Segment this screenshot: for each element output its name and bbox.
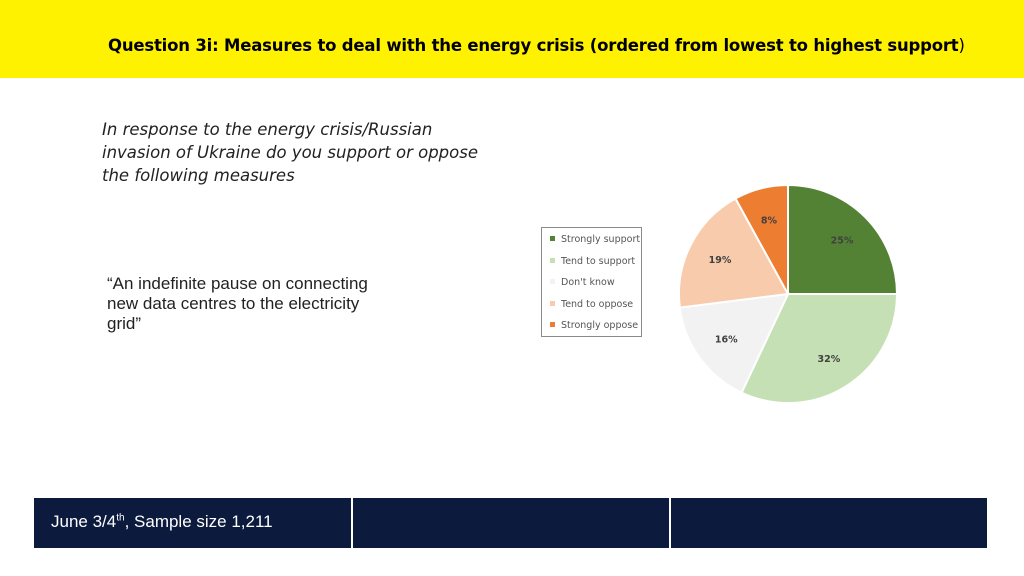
legend-item-tend-to-oppose — [550, 299, 633, 313]
chart-legend — [541, 227, 642, 337]
data-label: 8% — [760, 215, 778, 227]
survey-question: In response to the energy crisis/Russian invasion of Ukraine do you support or oppose the following measures — [102, 120, 478, 185]
date-text: June 3/4 — [51, 512, 117, 531]
data-label: 19% — [708, 254, 732, 266]
legend-item-strongly-support — [550, 234, 640, 248]
legend-label: Strongly oppose — [561, 320, 639, 331]
footer-panel-middle — [353, 498, 669, 548]
legend-item-strongly-oppose — [550, 320, 638, 334]
legend-swatch — [550, 322, 555, 327]
data-label: 25% — [830, 235, 854, 247]
legend-swatch — [550, 279, 555, 284]
page-title-text: Question 3i: Measures to deal with the energy crisis (ordered from lowest to highest support — [108, 36, 959, 55]
legend-label: Tend to oppose — [561, 299, 634, 310]
legend-swatch — [550, 258, 555, 263]
title-banner — [0, 0, 1024, 78]
legend-swatch — [550, 236, 555, 241]
legend-item-dont-know — [550, 277, 615, 291]
footer-panel-left — [34, 498, 351, 548]
footer-panel-right — [671, 498, 987, 548]
page-title — [108, 36, 965, 55]
data-label: 32% — [817, 353, 841, 365]
sample-size-text: , Sample size 1,211 — [124, 512, 273, 531]
legend-swatch — [550, 301, 555, 306]
legend-label: Don't know — [561, 277, 615, 288]
data-label: 16% — [714, 334, 738, 346]
measure-statement: “An indefinite pause on connecting new data centres to the electricity grid” — [107, 274, 368, 333]
pie-chart — [660, 170, 920, 420]
date-suffix: th — [116, 512, 125, 524]
legend-label: Tend to support — [561, 256, 636, 267]
legend-item-tend-to-support — [550, 256, 635, 270]
sample-info — [51, 512, 273, 532]
page-title-tail: ) — [958, 36, 965, 55]
legend-label: Strongly support — [561, 234, 641, 245]
